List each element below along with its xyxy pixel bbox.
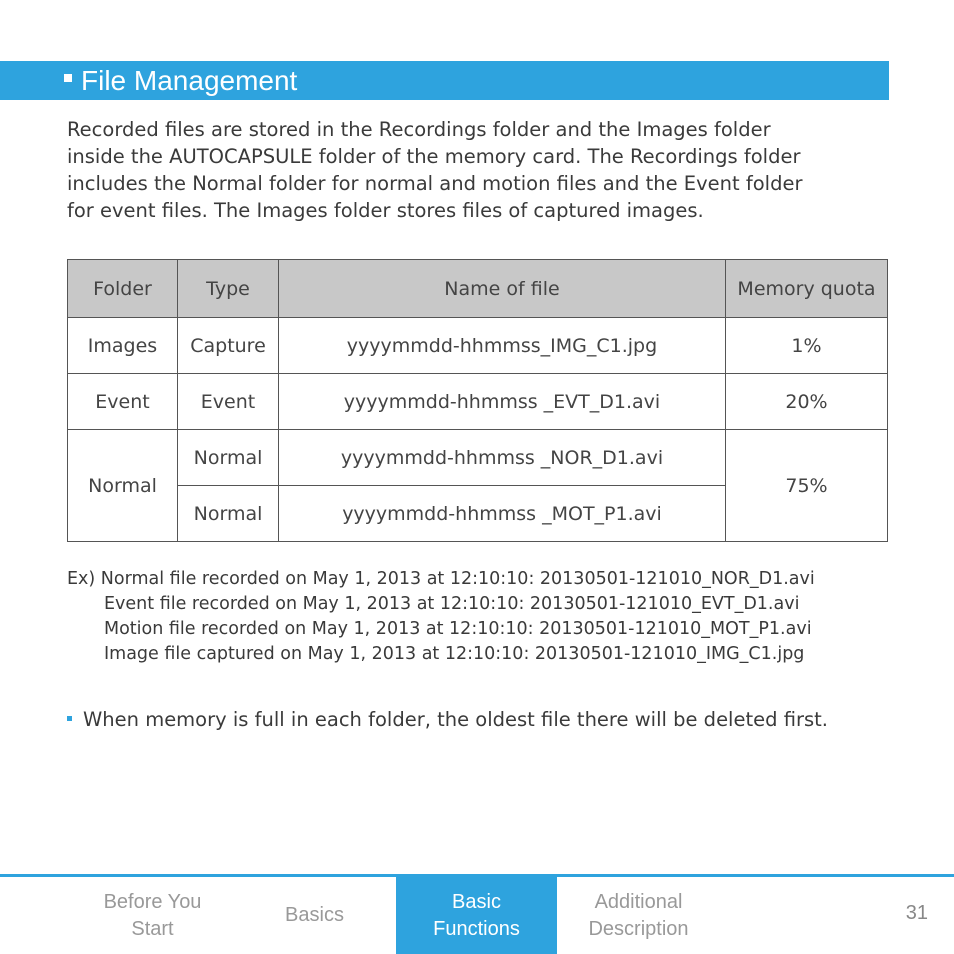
cell-folder: Images (68, 318, 178, 374)
note-bullet-icon (67, 716, 72, 721)
intro-line: for event files. The Images folder stores files of captured images. (67, 199, 704, 222)
cell-folder: Event (68, 374, 178, 430)
tab-label-line: Basic (452, 890, 501, 913)
footer-nav (0, 874, 954, 954)
file-table (67, 259, 888, 542)
page-number: 31 (905, 902, 928, 924)
cell-quota: 75% (726, 430, 888, 542)
note (67, 706, 828, 734)
tab-label-line: Additional (594, 890, 683, 913)
tab-label-line: Before You (103, 890, 202, 913)
cell-quota: 1% (726, 318, 888, 374)
example-line: Motion file recorded on May 1, 2013 at 12:10:10: 20130501-121010_MOT_P1.avi (104, 619, 812, 639)
header-folder: Folder (68, 260, 178, 318)
square-bullet-icon (64, 74, 72, 82)
tab-basic-functions[interactable] (396, 877, 557, 954)
header-type: Type (178, 260, 279, 318)
table-header-row (68, 260, 888, 318)
cell-file-name: yyyymmdd-hhmmss _MOT_P1.avi (279, 486, 726, 542)
table-row (68, 318, 888, 374)
intro-line: inside the AUTOCAPSULE folder of the memory card. The Recordings folder (67, 145, 801, 168)
table-row (68, 374, 888, 430)
tab-basics[interactable] (234, 877, 395, 954)
cell-type: Capture (178, 318, 279, 374)
tab-label-line: Basics (285, 904, 344, 926)
header-memory-quota: Memory quota (726, 260, 888, 318)
cell-type: Normal (178, 430, 279, 486)
intro-line: includes the Normal folder for normal and motion files and the Event folder (67, 172, 803, 195)
examples-block (67, 567, 815, 667)
tab-additional-description[interactable] (558, 877, 719, 954)
tab-before-you-start[interactable] (72, 877, 233, 954)
section-header (0, 61, 889, 100)
table-row (68, 430, 888, 486)
cell-type: Normal (178, 486, 279, 542)
header-name-of-file: Name of file (279, 260, 726, 318)
example-line: Ex) Normal file recorded on May 1, 2013 at 12:10:10: 20130501-121010_NOR_D1.avi (67, 569, 815, 589)
cell-quota: 20% (726, 374, 888, 430)
tab-label-line: Start (131, 917, 174, 940)
example-line: Event file recorded on May 1, 2013 at 12:10:10: 20130501-121010_EVT_D1.avi (104, 594, 800, 614)
tab-label-line: Functions (433, 917, 520, 940)
example-line: Image file captured on May 1, 2013 at 12:10:10: 20130501-121010_IMG_C1.jpg (104, 644, 805, 664)
note-text: When memory is full in each folder, the oldest file there will be deleted first. (83, 708, 828, 731)
cell-folder: Normal (68, 430, 178, 542)
page-title: File Management (81, 65, 298, 96)
cell-file-name: yyyymmdd-hhmmss _EVT_D1.avi (279, 374, 726, 430)
cell-type: Event (178, 374, 279, 430)
tab-label-line: Description (588, 917, 689, 940)
cell-file-name: yyyymmdd-hhmmss _NOR_D1.avi (279, 430, 726, 486)
intro-paragraph (67, 116, 857, 224)
cell-file-name: yyyymmdd-hhmmss_IMG_C1.jpg (279, 318, 726, 374)
intro-line: Recorded files are stored in the Recordings folder and the Images folder (67, 118, 771, 141)
